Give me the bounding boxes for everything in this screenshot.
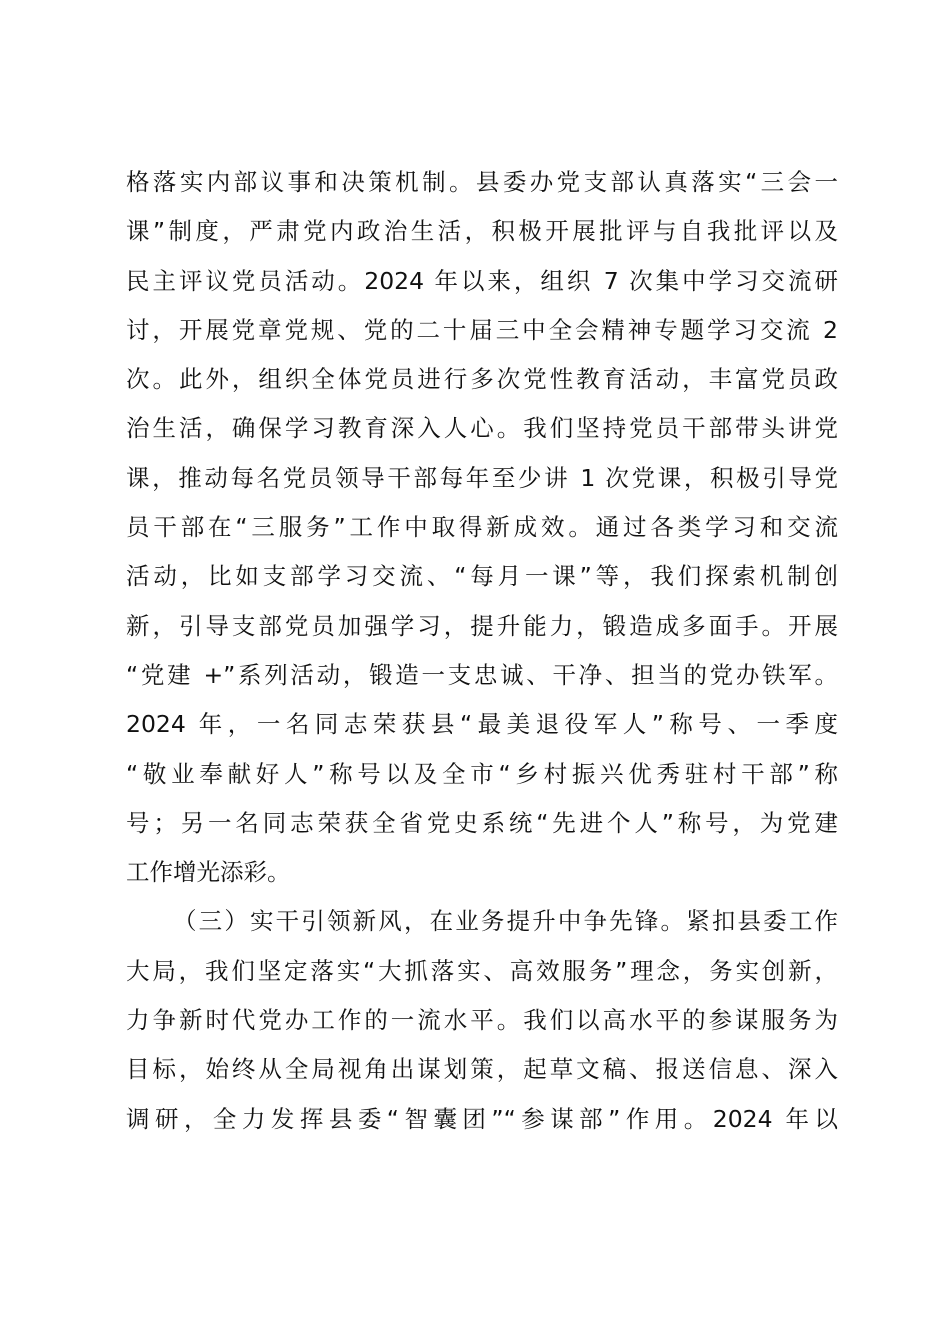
text-line: 治生活，确保学习教育深入人心。我们坚持党员干部带头讲党: [126, 414, 838, 443]
text-line: 课，推动每名党员领导干部每年至少讲 1 次党课，积极引导党: [126, 463, 838, 492]
text-line: 调研，全力发挥县委“智囊团”“参谋部”作用。2024 年以: [126, 1104, 838, 1133]
text-line: 工作增光添彩。: [126, 858, 291, 887]
text-line: 民主评议党员活动。2024 年以来，组织 7 次集中学习交流研: [126, 266, 838, 295]
text-line: “敬业奉献好人”称号以及全市“乡村振兴优秀驻村干部”称: [126, 759, 838, 788]
text-line: 讨，开展党章党规、党的二十届三中全会精神专题学习交流 2: [126, 315, 838, 344]
text-line: 力争新时代党办工作的一流水平。我们以高水平的参谋服务为: [126, 1006, 838, 1035]
text-line: 格落实内部议事和决策机制。县委办党支部认真落实“三会一: [126, 168, 838, 196]
text-line: 次。此外，组织全体党员进行多次党性教育活动，丰富党员政: [126, 365, 838, 394]
text-line: 员干部在“三服务”工作中取得新成效。通过各类学习和交流: [126, 513, 838, 542]
text-line: 号；另一名同志荣获全省党史系统“先进个人”称号，为党建: [126, 808, 838, 837]
section-heading-line: （三）实干引领新风，在业务提升中争先锋。紧扣县委工作: [173, 907, 838, 936]
text-line: 新，引导支部党员加强学习，提升能力，锻造成多面手。开展: [126, 611, 838, 640]
text-line: 大局，我们坚定落实“大抓落实、高效服务”理念，务实创新，: [126, 956, 838, 985]
text-line: 目标，始终从全局视角出谋划策，起草文稿、报送信息、深入: [126, 1055, 838, 1084]
text-line: 活动，比如支部学习交流、“每月一课”等，我们探索机制创: [126, 562, 838, 591]
body-text: [126, 158, 838, 1144]
text-line: 课”制度，严肃党内政治生活，积极开展批评与自我批评以及: [126, 217, 838, 246]
text-line: “党建 +”系列活动，锻造一支忠诚、干净、担当的党办铁军。: [126, 660, 838, 689]
text-line: 2024 年，一名同志荣获县“最美退役军人”称号、一季度: [126, 710, 838, 739]
